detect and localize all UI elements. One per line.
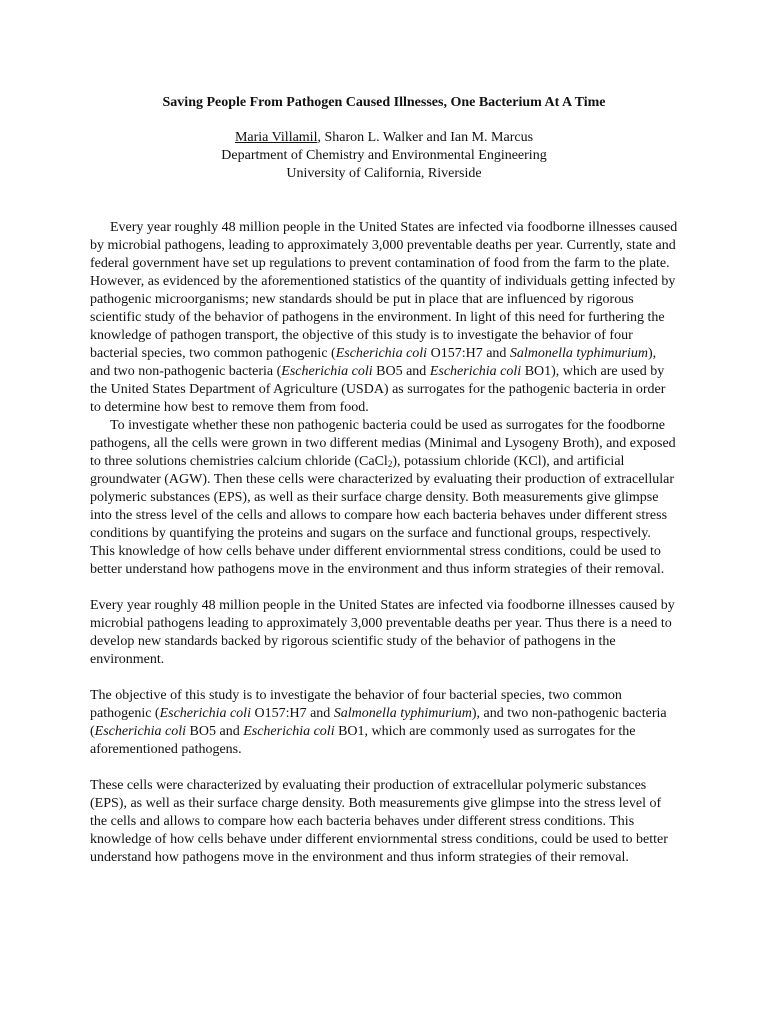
- p1-text-3: ), and two non-pathogenic bacteria (: [90, 346, 657, 379]
- paragraph-5: These cells were characterized by evaluating their production of extracellular polymeric substances (EPS), as well as their surface charge density. Both measurements give glimpse into the stress level of the cells and allows to compare how each bacteria behaves under different stress conditions. This knowledge of how cells behave under different enviornmental stress conditions, could be used to better understand how pathogens move in the environment and thus inform strategies of their removal.: [90, 778, 668, 865]
- p2-subscript: 2: [387, 459, 393, 469]
- coauthors: , Sharon L. Walker and Ian M. Marcus: [317, 130, 534, 145]
- paragraph-1: [90, 219, 678, 417]
- p4-text-2: O157:H7 and: [250, 706, 334, 721]
- department: Department of Chemistry and Environmental Engineering: [221, 148, 547, 163]
- document-body: [90, 219, 678, 867]
- university: University of California, Riverside: [286, 166, 482, 181]
- p1-species-2: Salmonella typhimurium: [509, 346, 648, 361]
- p1-species-4: Escherichia coli: [429, 364, 522, 379]
- paragraph-3: Every year roughly 48 million people in the United States are infected via foodborne illnesses caused by microbial pathogens leading to approximately 3,000 preventable deaths per year. Thus there is a need to develop new standards backed by rigorous scientific study of the behavior of pathogens in the environment.: [90, 598, 675, 667]
- p4-text-4: BO5 and: [186, 724, 244, 739]
- p1-text-2: O157:H7 and: [427, 346, 510, 361]
- first-author: Maria Villamil: [234, 130, 318, 145]
- p4-text-5: BO1, which are commonly used as surrogates for the aforementioned pathogens.: [90, 724, 636, 757]
- p4-species-4: Escherichia coli: [243, 724, 335, 739]
- author-block: [90, 129, 678, 183]
- paragraph-2: [90, 417, 678, 579]
- p4-species-1: Escherichia coli: [159, 706, 251, 721]
- paragraph-4: [90, 687, 678, 759]
- p4-species-2: Salmonella typhimurium: [333, 706, 472, 721]
- p4-species-3: Escherichia coli: [94, 724, 187, 739]
- p4-text-1: The objective of this study is to investigate the behavior of four bacterial species, two common pathogenic (: [90, 688, 622, 721]
- p2-text-2: ), potassium chloride (KCl), and artificial groundwater (AGW). Then these cells were characterized by evaluating their production of extracellular polymeric substances (EPS), as well as their surface charge density. Both measurements give glimpse into the stress level of the cells and allows to compare how each bacteria behaves under different stress conditions by quantifying the proteins and sugars on the surface and functional groups, respectively. This knowledge of how cells behave under different enviornmental stress conditions, could be used to better understand how pathogens move in the environment and thus inform strategies of their removal.: [90, 454, 674, 577]
- p2-text-1: To investigate whether these non pathogenic bacteria could be used as surrogates for the foodborne pathogens, all the cells were grown in two different medias (Minimal and Lysogeny Broth), and exposed to three solutions chemistries calcium chloride (CaCl: [90, 418, 676, 469]
- author-line: [90, 129, 678, 147]
- p1-text-1: Every year roughly 48 million people in the United States are infected via foodborne illnesses caused by microbial pathogens, leading to approximately 3,000 preventable deaths per year. Currently, state and federal government have set up regulations to prevent contamination of food from the farm to the plate. However, as evidenced by the aforementioned statistics of the quantity of individuals getting infected by pathogenic microorganisms; new standards should be put in place that are influenced by rigorous scientific study of the behavior of pathogens in the environment. In light of this need for furthering the knowledge of pathogen transport, the objective of this study is to investigate the behavior of four bacterial species, two common pathogenic (: [90, 220, 678, 361]
- p1-text-4: BO5 and: [372, 364, 430, 379]
- document-title: Saving People From Pathogen Caused Illnesses, One Bacterium At A Time: [162, 95, 606, 110]
- p1-species-3: Escherichia coli: [281, 364, 373, 379]
- p1-text-5: BO1), which are used by the United States Department of Agriculture (USDA) as surrogates for the pathogenic bacteria in order to determine how best to remove them from food.: [90, 364, 666, 415]
- p4-text-3: ), and two non-pathogenic bacteria (: [90, 706, 667, 739]
- p1-species-1: Escherichia coli: [335, 346, 428, 361]
